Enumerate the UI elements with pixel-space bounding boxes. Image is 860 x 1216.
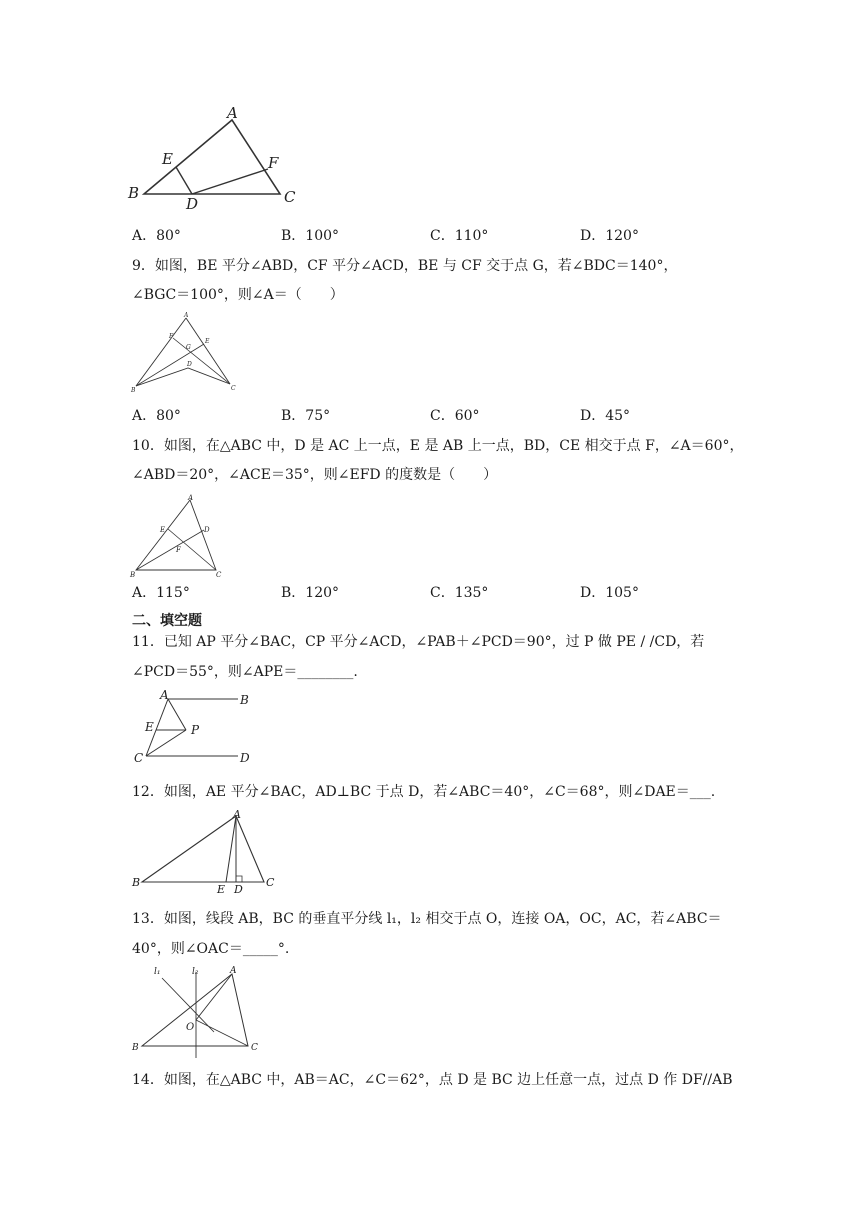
q10-label-F: F [176,546,181,554]
q12-figure [128,806,288,896]
q9-option-d: D．45° [580,408,631,424]
q8-option-a: A．80° [132,228,181,244]
q12-label-D: D [234,883,243,896]
q8-option-d: D．120° [580,228,639,244]
q13-label-B: B [132,1043,139,1053]
q11-label-A: A [160,688,169,702]
q9-question-line1: 9．如图，BE 平分∠ABD，CF 平分∠ACD，BE 与 CF 交于点 G，若∠BDC＝140°， [132,258,678,274]
q9-label-F: F [169,333,174,340]
q9-label-B: B [131,387,136,394]
q13-label-A: A [230,966,237,976]
q8-label-E: E [162,150,173,168]
q9-figure [128,310,238,394]
q13-label-l2: l₂ [192,967,199,977]
q8-label-C: C [284,188,296,206]
q10-option-d: D．105° [580,585,639,601]
q9-label-E: E [205,338,210,345]
q8-label-A: A [227,104,238,122]
q10-option-c: C．135° [430,585,489,601]
q11-label-E: E [145,720,154,734]
q11-question-line2: ∠PCD＝55°，则∠APE＝________. [132,664,358,680]
q13-label-l1: l₁ [154,967,161,977]
q13-figure [128,962,268,1060]
q9-label-G: G [186,344,191,351]
q10-option-a: A．115° [132,585,190,601]
q8-label-B: B [128,184,140,202]
q11-label-P: P [191,723,200,737]
q11-label-B: B [240,693,249,707]
q10-question-line2: ∠ABD＝20°，∠ACE＝35°，则∠EFD 的度数是（ ） [132,467,498,483]
q10-label-C: C [216,571,222,578]
q10-label-A: A [188,494,194,502]
q13-question-line2: 40°，则∠OAC＝_____°. [132,941,290,957]
q14-question-line1: 14．如图，在△ABC 中，AB＝AC，∠C＝62°，点 D 是 BC 边上任意一点，过点 D 作 DF//AB [132,1072,733,1088]
q10-option-b: B．120° [281,585,340,601]
q13-label-C: C [251,1043,258,1053]
q9-question-line2: ∠BGC＝100°，则∠A＝（ ） [132,287,344,303]
q12-label-A: A [233,808,241,821]
q8-label-F: F [268,154,279,172]
q11-label-C: C [134,751,144,765]
q11-figure [128,686,268,768]
section-heading: 二、填空题 [132,613,202,629]
q13-label-O: O [186,1022,195,1033]
q9-label-D: D [187,361,192,368]
q9-label-C: C [231,385,236,392]
q10-label-E: E [160,526,166,534]
q12-label-C: C [266,876,275,889]
q8-option-b: B．100° [281,228,340,244]
q11-label-D: D [240,751,250,765]
q12-label-B: B [132,876,141,889]
q12-question-line1: 12．如图，AE 平分∠BAC，AD⊥BC 于点 D，若∠ABC＝40°，∠C＝68°，则∠DAE＝___. [132,784,716,800]
q12-label-E: E [217,883,226,896]
q10-figure [128,492,238,578]
q8-label-D: D [186,195,199,210]
q13-question-line1: 13．如图，线段 AB，BC 的垂直平分线 l₁，l₂ 相交于点 O，连接 OA，OC，AC，若∠ABC＝ [132,911,722,927]
q9-option-a: A．80° [132,408,181,424]
q9-label-A: A [184,312,189,319]
q8-figure [120,100,320,210]
q10-label-B: B [130,571,136,578]
q11-question-line1: 11．已知 AP 平分∠BAC，CP 平分∠ACD，∠PAB＋∠PCD＝90°，过 P 做 PE / /CD，若 [132,634,705,650]
q9-option-c: C．60° [430,408,480,424]
q10-question-line1: 10．如图，在△ABC 中，D 是 AC 上一点，E 是 AB 上一点，BD，CE 相交于点 F，∠A＝60°， [132,438,744,454]
q9-option-b: B．75° [281,408,331,424]
q10-label-D: D [204,526,210,534]
q8-option-c: C．110° [430,228,489,244]
